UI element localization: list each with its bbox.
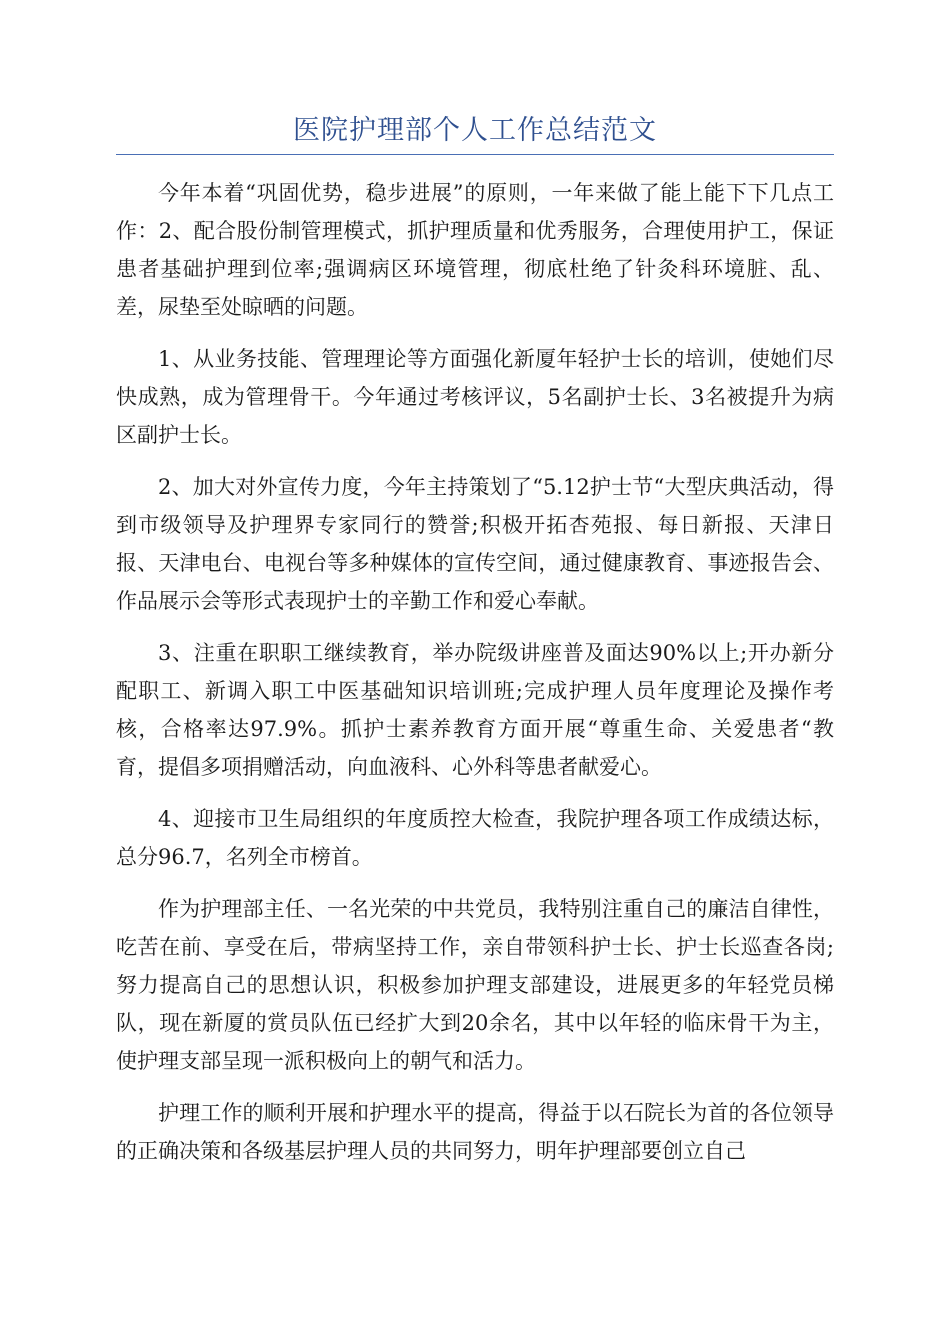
- document-title: 医院护理部个人工作总结范文: [293, 115, 657, 146]
- paragraph-closing: 护理工作的顺利开展和护理水平的提高，得益于以石院长为首的各位领导的正确决策和各级基层护理人员的共同努力，明年护理部要创立自己: [116, 1101, 834, 1163]
- paragraph-item-3: 3、注重在职职工继续教育，举办院级讲座普及面达90%以上;开办新分配职工、新调入职工中医基础知识培训班;完成护理人员年度理论及操作考核，合格率达97.9%。抓护士素养教育方面开展“尊重生命、关爱患者“教育，提倡多项捐赠活动，向血液科、心外科等患者献爱心。: [116, 641, 834, 779]
- title-underline: [116, 154, 834, 155]
- paragraph-intro: 今年本着“巩固优势，稳步进展”的原则，一年来做了能上能下下几点工作：2、配合股份制管理模式，抓护理质量和优秀服务，合理使用护工，保证患者基础护理到位率;强调病区环境管理，彻底杜绝了针灸科环境脏、乱、差，尿垫至处晾晒的问题。: [116, 181, 834, 319]
- document-body: [116, 174, 834, 1184]
- paragraph-item-1: 1、从业务技能、管理理论等方面强化新厦年轻护士长的培训，使她们尽快成熟，成为管理骨干。今年通过考核评议，5名副护士长、3名被提升为病区副护士长。: [116, 347, 834, 447]
- paragraph-item-4: 4、迎接市卫生局组织的年度质控大检查，我院护理各项工作成绩达标，总分96.7，名列全市榜首。: [116, 807, 834, 869]
- paragraph-personal: 作为护理部主任、一名光荣的中共党员，我特别注重自己的廉洁自律性，吃苦在前、享受在后，带病坚持工作，亲自带领科护士长、护士长巡查各岗;努力提高自己的思想认识，积极参加护理支部建设，进展更多的年轻党员梯队，现在新厦的赏员队伍已经扩大到20余名，其中以年轻的临床骨干为主，使护理支部呈现一派积极向上的朝气和活力。: [116, 897, 834, 1073]
- paragraph-item-2: 2、加大对外宣传力度，今年主持策划了“5.12护士节“大型庆典活动，得到市级领导及护理界专家同行的赞誉;积极开拓杏苑报、每日新报、天津日报、天津电台、电视台等多种媒体的宣传空间，通过健康教育、事迹报告会、作品展示会等形式表现护士的辛勤工作和爱心奉献。: [116, 475, 834, 613]
